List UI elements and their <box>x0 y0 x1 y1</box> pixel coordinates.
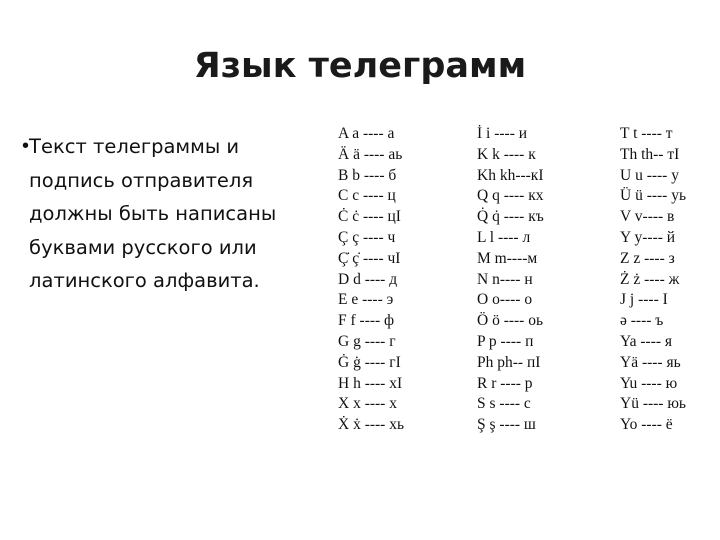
alphabet-row: Ü ü ---- уь <box>620 187 687 205</box>
alphabet-row: Th th-- тI <box>620 145 680 163</box>
alphabet-row: F f ---- ф <box>338 312 395 330</box>
alphabet-row: G g ---- г <box>338 332 396 350</box>
alphabet-row: Ph ph-- пI <box>477 353 541 371</box>
bullet-text: Текст телеграммы и подпись отправителя должны быть написаны буквами русского или латинского алфавита. <box>29 135 277 292</box>
alphabet-row: L l ---- л <box>477 228 531 246</box>
alphabet-row: S s ---- с <box>477 395 531 413</box>
alphabet-row: R r ---- р <box>477 374 533 392</box>
alphabet-row: C c ---- ц <box>338 187 396 205</box>
alphabet-row: T t ---- т <box>620 125 673 142</box>
alphabet-row: Ẋ ẋ ---- хь <box>338 416 405 434</box>
alphabet-row: U u ---- у <box>620 166 679 184</box>
alphabet-row: Ö ö ---- оь <box>477 312 544 330</box>
alphabet-row: Z z ---- з <box>620 249 675 267</box>
alphabet-row: Yü ---- юь <box>620 395 686 413</box>
alphabet-row: K k ---- к <box>477 145 536 163</box>
alphabet-row: Ä ä ---- аь <box>338 145 403 163</box>
alphabet-row: X x ---- х <box>338 395 397 413</box>
alphabet-row: M m----м <box>477 249 538 267</box>
alphabet-row: Yu ---- ю <box>620 374 678 392</box>
alphabet-row: V v---- в <box>620 208 675 226</box>
alphabet-row: Ş ş ---- ш <box>477 416 536 434</box>
alphabet-row: E e ---- э <box>338 291 394 309</box>
alphabet-row: Ç̇ ç̇ ---- чI <box>338 249 401 267</box>
alphabet-row: B b ---- б <box>338 166 397 184</box>
alphabet-row: Kh kh---кI <box>477 166 544 184</box>
alphabet-row: İ i ---- и <box>477 125 528 142</box>
alphabet-column-1 <box>338 124 404 436</box>
bullet-marker: • <box>22 135 30 157</box>
alphabet-row: Ya ---- я <box>620 332 673 350</box>
alphabet-row: Ç ç ---- ч <box>338 228 396 246</box>
alphabet-row: Yä ---- яь <box>620 353 681 371</box>
alphabet-row: Ċ ċ ---- цI <box>338 208 401 226</box>
alphabet-row: H h ---- хI <box>338 374 403 392</box>
alphabet-row: ə ---- ъ <box>620 312 664 330</box>
alphabet-row: Y y---- й <box>620 228 676 246</box>
alphabet-row: A a ---- а <box>338 125 395 142</box>
alphabet-row: N n---- н <box>477 270 533 288</box>
alphabet-column-2 <box>477 124 544 436</box>
alphabet-row: P p ---- п <box>477 332 534 350</box>
alphabet-row: Yo ---- ё <box>620 416 673 434</box>
slide-title: Язык телеграмм <box>193 46 527 86</box>
alphabet-column-3 <box>620 124 686 436</box>
alphabet-row: Q q ---- кх <box>477 187 544 205</box>
bullet-item <box>22 130 322 298</box>
alphabet-row: O o---- о <box>477 291 533 309</box>
alphabet-row: Ż ż ---- ж <box>620 270 680 288</box>
alphabet-row: Ġ ġ ---- гI <box>338 353 401 371</box>
alphabet-row: J j ---- I <box>620 291 668 309</box>
alphabet-row: Q̇ q̇ ---- къ <box>477 208 544 226</box>
alphabet-row: D d ---- д <box>338 270 398 288</box>
